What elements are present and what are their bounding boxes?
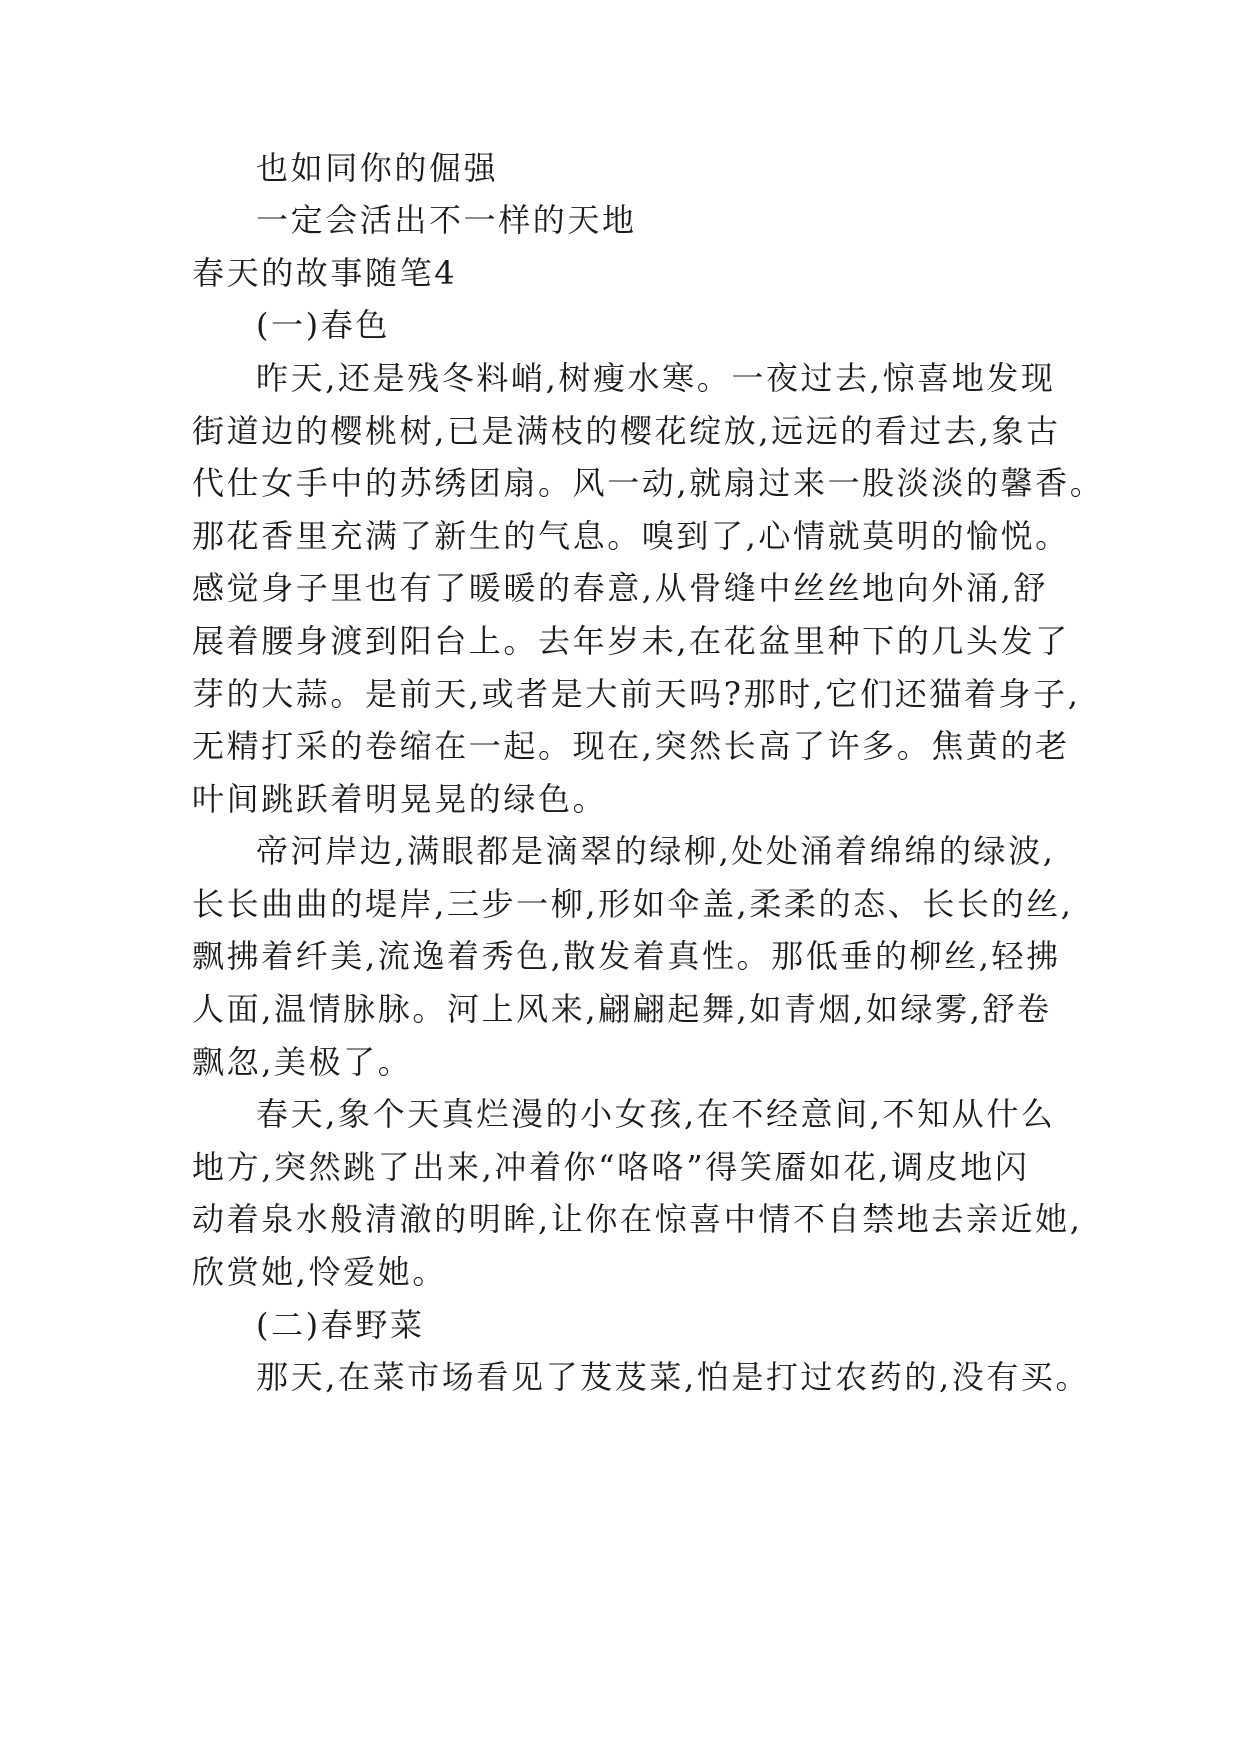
paragraph-line: 春天,象个天真烂漫的小女孩,在不经意间,不知从什么 [256,1095,1056,1133]
paragraph-line: 展着腰身渡到阳台上。去年岁未,在花盆里种下的几头发了 [192,622,1070,660]
paragraph-line: 人面,温情脉脉。河上风来,翩翩起舞,如青烟,如绿雾,舒卷 [192,990,1052,1028]
paragraph-line: 那天,在菜市场看见了芨芨菜,怕是打过农药的,没有买。 [256,1358,1091,1396]
paragraph-line: 芽的大蒜。是前天,或者是大前天吗?那时,它们还猫着身子, [192,675,1081,713]
paragraph-line: 无精打采的卷缩在一起。现在,突然长高了许多。焦黄的老 [192,727,1070,765]
paragraph-line: 叶间跳跃着明晃晃的绿色。 [192,780,608,818]
poem-line: 一定会活出不一样的天地 [256,201,637,239]
paragraph-line: 飘忽,美极了。 [192,1043,413,1081]
subsection-heading: (一)春色 [256,306,390,344]
paragraph-line: 昨天,还是残冬料峭,树瘦水寒。一夜过去,惊喜地发现 [256,359,1056,397]
paragraph-line: 街道边的樱桃树,已是满枝的樱花绽放,远远的看过去,象古 [192,412,1061,450]
paragraph-line: 帝河岸边,满眼都是滴翠的绿柳,处处涌着绵绵的绿波, [256,832,1056,870]
paragraph-line: 动着泉水般清澈的明眸,让你在惊喜中情不自禁地去亲近她, [192,1200,1083,1238]
subsection-heading: (二)春野菜 [256,1306,425,1344]
paragraph-line: 飘拂着纤美,流逸着秀色,散发着真性。那低垂的柳丝,轻拂 [192,937,1061,975]
poem-line: 也如同你的倔强 [256,149,499,187]
paragraph-line: 欣赏她,怜爱她。 [192,1253,447,1291]
paragraph-line: 那花香里充满了新生的气息。嗅到了,心情就莫明的愉悦。 [192,517,1070,555]
paragraph-line: 地方,突然跳了出来,冲着你“咯咯”得笑靥如花,调皮地闪 [192,1148,1030,1186]
paragraph-line: 代仕女手中的苏绣团扇。风一动,就扇过来一股淡淡的馨香。 [192,464,1105,502]
paragraph-line: 长长曲曲的堤岸,三步一柳,形如伞盖,柔柔的态、长长的丝, [192,885,1074,923]
section-title: 春天的故事随笔4 [192,254,458,292]
paragraph-line: 感觉身子里也有了暖暖的春意,从骨缝中丝丝地向外涌,舒 [192,569,1048,607]
